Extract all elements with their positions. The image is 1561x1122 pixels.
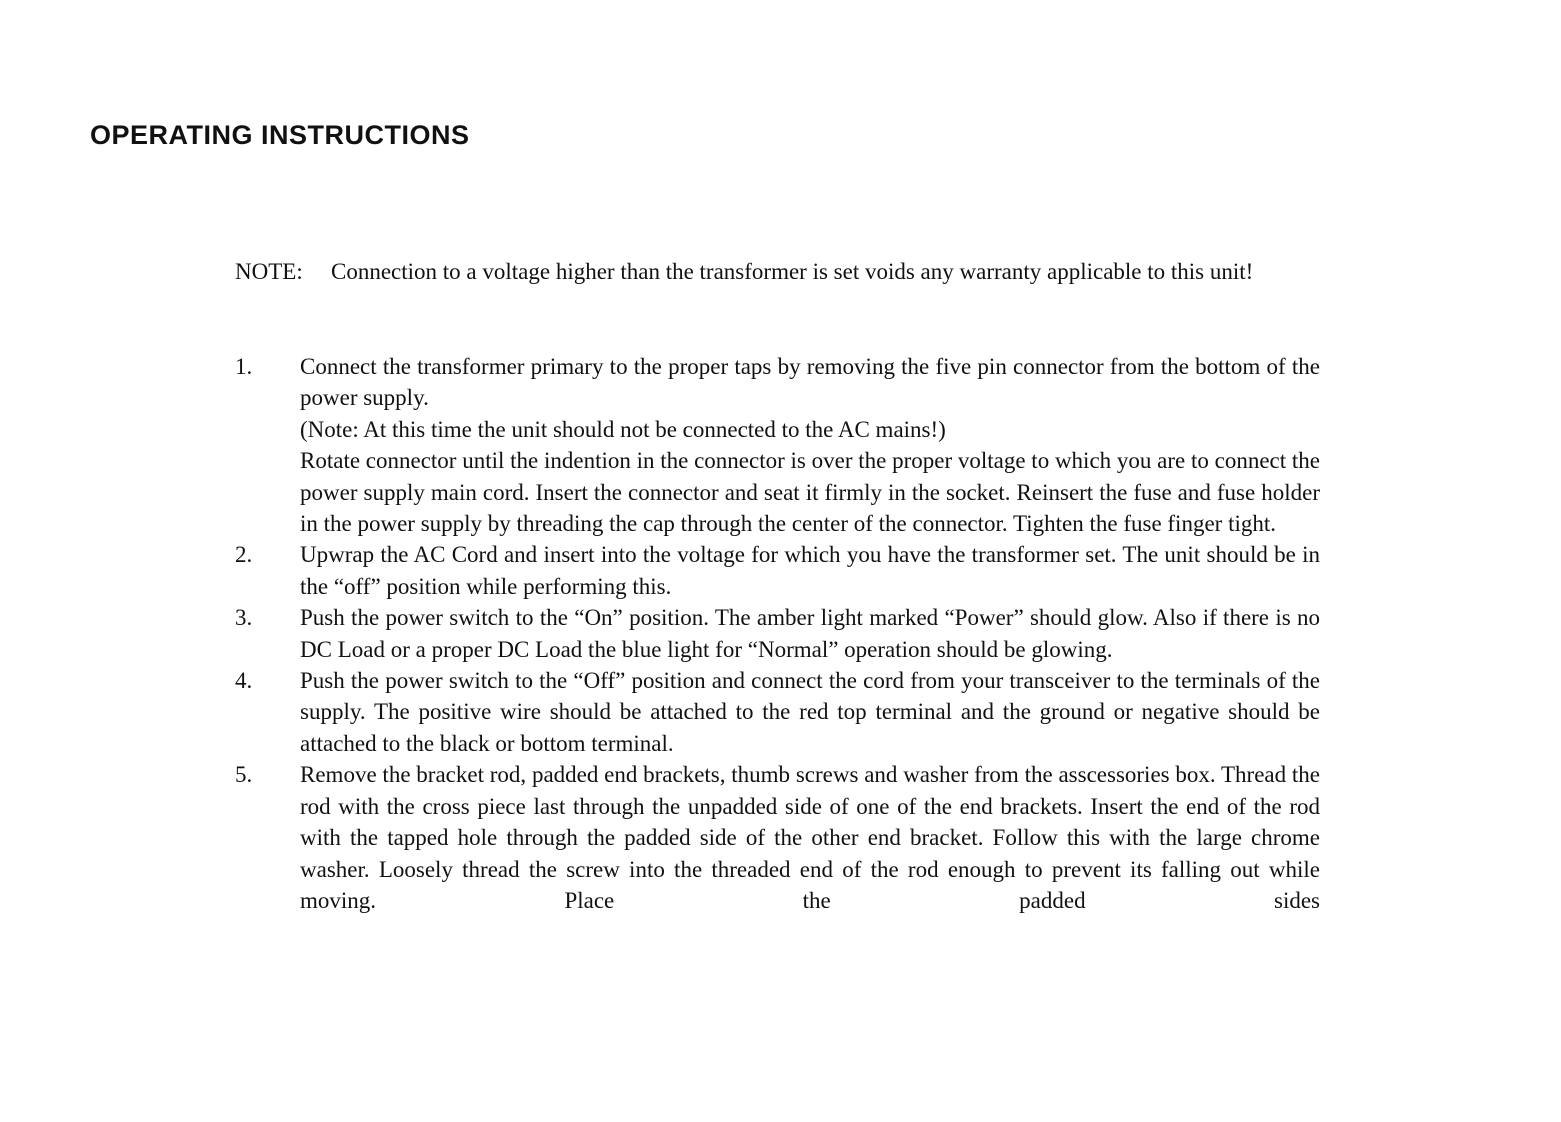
step-2 <box>235 539 1320 602</box>
step-body <box>300 539 1320 602</box>
step-4 <box>235 665 1320 759</box>
step-number: 3. <box>235 605 253 631</box>
step-paragraph: Connect the transformer primary to the proper taps by removing the five pin connector from the bottom of the power supply. <box>300 354 1320 411</box>
step-paragraph: Push the power switch to the “On” position. The amber light marked “Power” should glow. Also if there is no DC Load or a proper DC Load the blue light for “Normal” operation should be glowing. <box>300 605 1320 662</box>
step-3 <box>235 602 1320 665</box>
step-body <box>300 351 1320 539</box>
step-number: 2. <box>235 542 253 568</box>
step-number: 5. <box>235 762 253 788</box>
step-paragraph: Remove the bracket rod, padded end brackets, thumb screws and washer from the asscessories box. Thread the rod with the cross piece last through the unpadded side of one of the end brackets. Insert the end of the rod with the tapped hole through the padded side of the other end bracket. Follow this with the large chrome washer. Loosely thread the screw into the threaded end of the rod enough to prevent its falling out while moving. Place the padded sides <box>300 762 1320 913</box>
step-body <box>300 665 1320 759</box>
step-1 <box>235 351 1320 539</box>
step-paragraph: Upwrap the AC Cord and insert into the voltage for which you have the transformer set. The unit should be in the “off” position while performing this. <box>300 542 1320 599</box>
note-label: NOTE: <box>235 259 303 284</box>
step-5 <box>235 759 1320 916</box>
step-body <box>300 759 1320 916</box>
step-number: 4. <box>235 668 253 694</box>
step-body <box>300 602 1320 665</box>
step-paragraph: Rotate connector until the indention in the connector is over the proper voltage to which you are to connect the power supply main cord. Insert the connector and seat it firmly in the socket. Reinsert the fuse and fuse holder in the power supply by threading the cap through the center of the connector. Tighten the fuse finger tight. <box>300 448 1320 537</box>
step-paragraph: Push the power switch to the “Off” position and connect the cord from your transceiver to the terminals of the supply. The positive wire should be attached to the red top terminal and the ground or negative should be attached to the black or bottom terminal. <box>300 668 1320 756</box>
instruction-steps <box>235 351 1320 916</box>
warranty-note <box>235 256 1320 287</box>
step-paragraph: (Note: At this time the unit should not be connected to the AC mains!) <box>300 416 946 442</box>
note-text: Connection to a voltage higher than the transformer is set voids any warranty applicable to this unit! <box>331 259 1254 284</box>
page-title: OPERATING INSTRUCTIONS <box>90 120 470 150</box>
step-number: 1. <box>235 354 253 379</box>
